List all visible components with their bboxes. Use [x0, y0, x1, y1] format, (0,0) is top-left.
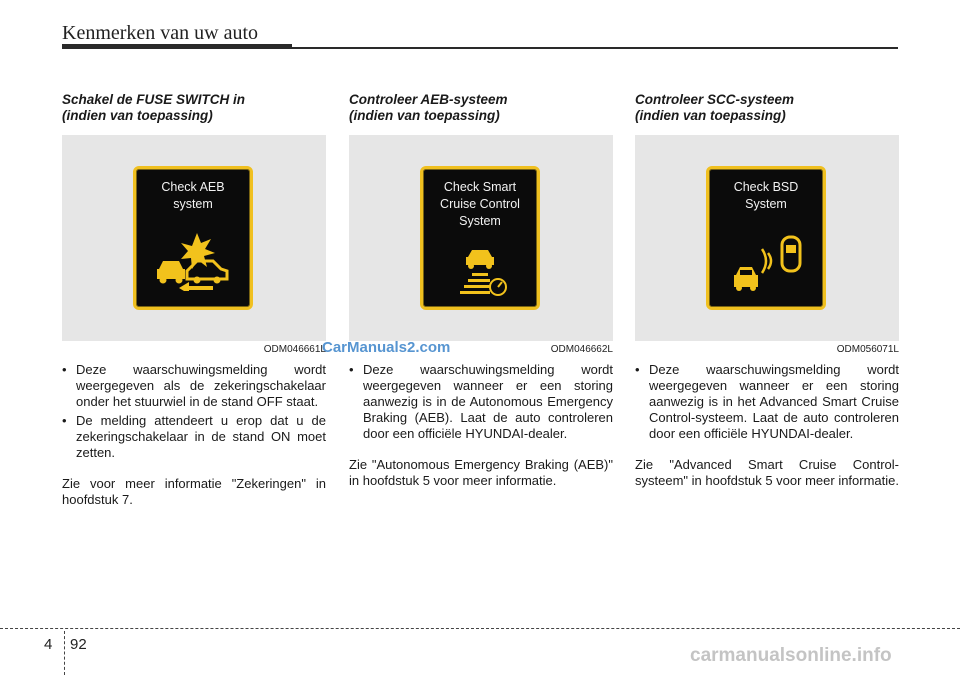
bullet-list — [635, 362, 899, 442]
bullet-list — [62, 362, 326, 461]
figure-code: ODM056071L — [836, 344, 899, 355]
smart-cruise-icon — [423, 247, 537, 297]
watermark-carmanuals2: CarManuals2.com — [322, 339, 451, 356]
list-item: • De melding attendeert u erop dat u de zekeringschakelaar in de stand ON moet zetten. — [62, 413, 326, 461]
display-message: Check BSD System — [733, 180, 799, 211]
list-item: • Deze waarschuwingsmelding wordt weergegeven als de zekeringschakelaar onder het stuurwiel in de stand OFF staat. — [62, 362, 326, 410]
header-rule — [62, 47, 898, 49]
section-heading: Controleer AEB-systeem (indien van toepassing) — [349, 92, 508, 123]
display-message: Check AEB system — [161, 180, 225, 211]
watermark-carmanualsonline: carmanualsonline.info — [690, 645, 892, 666]
section-heading: Schakel de FUSE SWITCH in (indien van toepassing) — [62, 92, 246, 123]
list-item: • Deze waarschuwingsmelding wordt weergegeven wanneer er een storing aanwezig is in de Autonomous Emergency Braking (AEB). Laat de auto controleren door een officiële HYUNDAI-dealer. — [349, 362, 613, 442]
warning-figure — [349, 135, 613, 341]
warning-figure — [62, 135, 326, 341]
page-number: 92 — [70, 636, 87, 653]
info-paragraph: Zie "Autonomous Emergency Braking (AEB)" in hoofdstuk 5 voor meer informatie. — [349, 457, 613, 488]
section-fuse-switch — [62, 92, 326, 508]
warning-figure — [635, 135, 899, 341]
footer-rule — [0, 628, 960, 629]
info-paragraph: Zie "Advanced Smart Cruise Control-systeem" in hoofdstuk 5 voor meer informatie. — [635, 457, 900, 488]
bullet-list — [349, 362, 613, 442]
cluster-display — [133, 166, 253, 310]
header-title: Kenmerken van uw auto — [62, 22, 259, 44]
cluster-display — [420, 166, 540, 310]
figure-code: ODM046662L — [550, 344, 613, 355]
section-heading: Controleer SCC-systeem (indien van toepassing) — [635, 92, 795, 123]
figure-code: ODM046661L — [263, 344, 326, 355]
aeb-collision-icon — [136, 231, 250, 291]
blind-spot-icon — [709, 231, 823, 301]
section-aeb — [349, 92, 613, 489]
cluster-display — [706, 166, 826, 310]
section-scc — [635, 92, 899, 489]
display-message: Check Smart Cruise Control System — [440, 180, 520, 228]
chapter-number: 4 — [44, 636, 53, 653]
info-paragraph: Zie voor meer informatie "Zekeringen" in hoofdstuk 7. — [62, 476, 326, 507]
footer-divider — [64, 631, 65, 675]
list-item: • Deze waarschuwingsmelding wordt weergegeven wanneer er een storing aanwezig is in het Advanced Smart Cruise Control-systeem. Laat de auto controleren door een officiële HYUNDAI-dealer. — [635, 362, 899, 442]
